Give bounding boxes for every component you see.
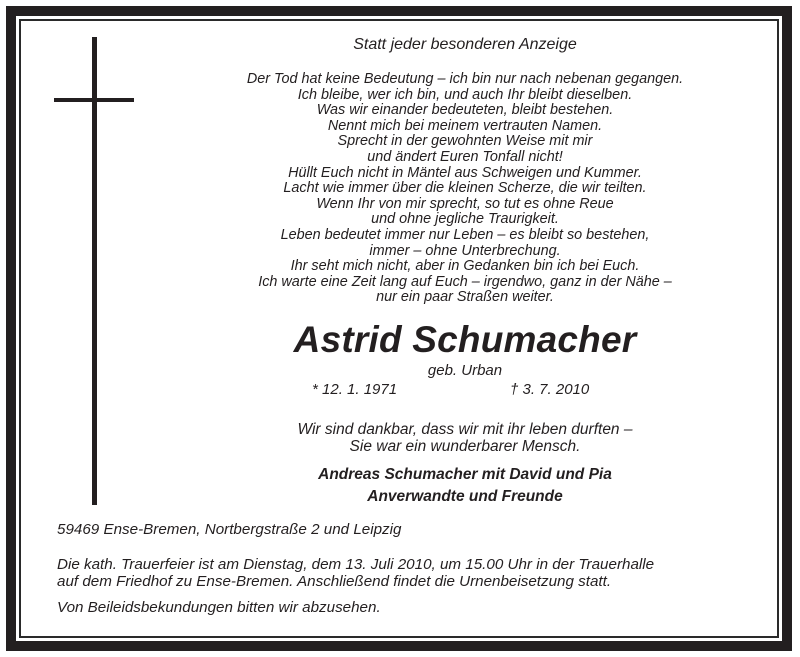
poem-line: Ihr seht mich nicht, aber in Gedanken bin ich bei Euch.	[290, 258, 640, 275]
mourners	[200, 464, 730, 508]
cross-vertical-bar	[92, 37, 97, 505]
thanks-message	[200, 421, 730, 455]
maiden-name: geb. Urban	[427, 362, 503, 379]
family-address: 59469 Ense-Bremen, Nortbergstraße 2 und Leipzig	[57, 521, 402, 538]
poem-line: Wenn Ihr von mir sprecht, so tut es ohne Reue	[316, 195, 614, 212]
poem-line: Ich bleibe, wer ich bin, und auch Ihr bleibt dieselben.	[297, 86, 633, 103]
poem-line: und ohne jegliche Traurigkeit.	[371, 211, 559, 228]
condolence-note: Von Beileidsbekundungen bitten wir abzusehen.	[57, 599, 381, 616]
poem-line: Sprecht in der gewohnten Weise mit mir	[337, 133, 593, 150]
funeral-service-info	[57, 557, 654, 590]
poem-line: Ich warte eine Zeit lang auf Euch – irgendwo, ganz in der Nähe –	[258, 273, 672, 290]
thanks-line: Sie war ein wunderbarer Mensch.	[349, 438, 581, 455]
service-line: auf dem Friedhof zu Ense-Bremen. Anschließend findet die Urnenbeisetzung statt.	[57, 572, 612, 590]
poem	[200, 72, 730, 306]
poem-line: und ändert Euren Tonfall nicht!	[367, 148, 563, 165]
poem-line: Leben bedeutet immer nur Leben – es bleibt so bestehen,	[280, 226, 650, 243]
poem-line: nur ein paar Straßen weiter.	[376, 289, 554, 306]
poem-line: Nennt mich bei meinem vertrauten Namen.	[327, 117, 603, 134]
poem-line: Lacht wie immer über die kleinen Scherze, die wir teilten.	[283, 180, 647, 197]
deceased-name: Astrid Schumacher	[293, 319, 637, 360]
thanks-line: Wir sind dankbar, dass wir mit ihr leben durften –	[297, 421, 633, 438]
birth-date: * 12. 1. 1971	[312, 381, 398, 398]
notice-header: Statt jeder besonderen Anzeige	[353, 36, 577, 53]
poem-line: Hüllt Euch nicht in Mäntel aus Schweigen und Kummer.	[288, 164, 642, 181]
mourner-line: Anverwandte und Freunde	[367, 488, 563, 505]
poem-line: Was wir einander bedeuteten, bleibt bestehen.	[316, 102, 614, 119]
cross-horizontal-bar	[54, 98, 134, 102]
death-date: † 3. 7. 2010	[510, 381, 590, 398]
poem-line: immer – ohne Unterbrechung.	[369, 242, 561, 259]
service-line: Die kath. Trauerfeier ist am Dienstag, dem 13. Juli 2010, um 15.00 Uhr in der Trauerhalle	[57, 556, 655, 573]
poem-line: Der Tod hat keine Bedeutung – ich bin nur nach nebenan gegangen.	[246, 71, 684, 87]
mourner-line: Andreas Schumacher mit David und Pia	[318, 466, 612, 483]
